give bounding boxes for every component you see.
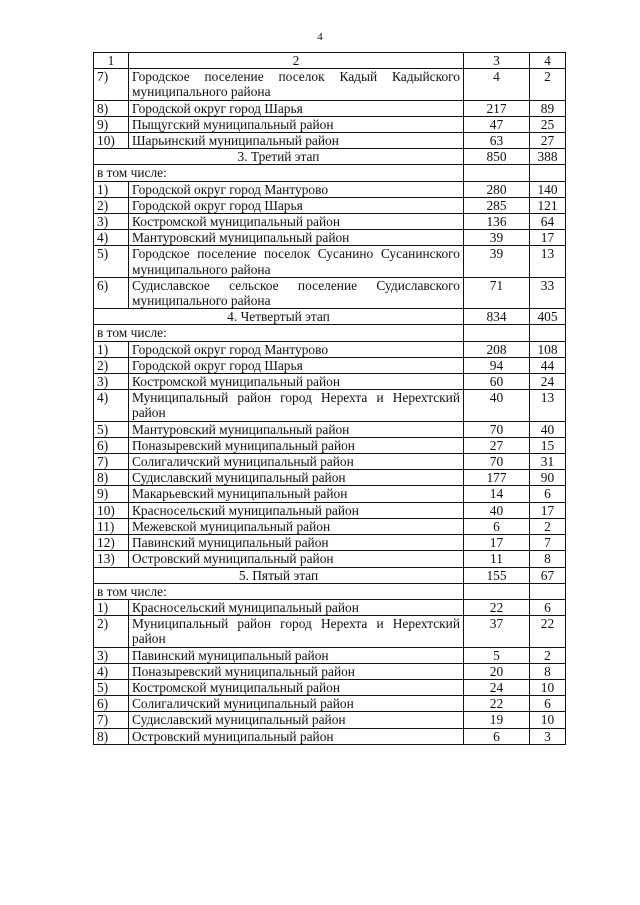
municipality-name: Поназыревский муниципальный район [129,437,464,453]
row-number: 10) [94,502,129,518]
table-row [94,616,566,647]
table-row [94,647,566,663]
subheader-row [94,583,566,599]
value-col-4: 2 [530,69,566,100]
municipality-name: Судиславское сельское поселение Судиславского муниципального района [129,277,464,308]
row-number: 5) [94,246,129,277]
municipality-name: Муниципальный район город Нерехта и Нерехтский район [129,616,464,647]
value-col-4: 10 [530,679,566,695]
row-number: 6) [94,437,129,453]
table-row [94,470,566,486]
value-col-3: 27 [464,437,530,453]
municipality-name: Городской округ город Мантурово [129,181,464,197]
value-col-4: 89 [530,100,566,116]
value-col-4: 15 [530,437,566,453]
value-col-3: 208 [464,341,530,357]
row-number: 9) [94,116,129,132]
value-col-4: 31 [530,454,566,470]
municipality-name: Пыщугский муниципальный район [129,116,464,132]
municipality-name: Городское поселение поселок Кадый Кадыйского муниципального района [129,69,464,100]
value-col-3: 17 [464,535,530,551]
table-row [94,502,566,518]
row-number: 1) [94,181,129,197]
value-col-3: 5 [464,647,530,663]
row-number: 7) [94,69,129,100]
row-number: 5) [94,679,129,695]
value-col-3: 94 [464,357,530,373]
municipality-name: Костромской муниципальный район [129,374,464,390]
table-row [94,357,566,373]
municipality-name: Мантуровский муниципальный район [129,230,464,246]
value-col-3: 60 [464,374,530,390]
municipality-name: Костромской муниципальный район [129,679,464,695]
table-row [94,679,566,695]
value-col-3: 11 [464,551,530,567]
value-col-4: 10 [530,712,566,728]
empty-cell-col-4 [530,583,566,599]
value-col-3: 6 [464,728,530,744]
value-col-3: 39 [464,230,530,246]
municipality-name: Солигаличский муниципальный район [129,696,464,712]
table-row [94,728,566,744]
value-col-4: 13 [530,390,566,421]
table-row [94,551,566,567]
value-col-3: 47 [464,116,530,132]
stage-total-col-4: 67 [530,567,566,583]
value-col-3: 22 [464,696,530,712]
value-col-4: 22 [530,616,566,647]
allocation-table [93,52,566,745]
value-col-3: 14 [464,486,530,502]
value-col-3: 24 [464,679,530,695]
row-number: 2) [94,616,129,647]
value-col-3: 136 [464,214,530,230]
value-col-4: 27 [530,133,566,149]
value-col-3: 70 [464,454,530,470]
row-number: 2) [94,197,129,213]
municipality-name: Поназыревский муниципальный район [129,663,464,679]
row-number: 1) [94,599,129,615]
empty-cell-col-3 [464,583,530,599]
header-cell-3: 3 [464,53,530,69]
row-number: 8) [94,100,129,116]
value-col-4: 140 [530,181,566,197]
stage-total-col-3: 834 [464,309,530,325]
municipality-name: Муниципальный район город Нерехта и Нерехтский район [129,390,464,421]
row-number: 8) [94,728,129,744]
header-cell-4: 4 [530,53,566,69]
value-col-3: 40 [464,390,530,421]
table-row [94,230,566,246]
row-number: 7) [94,454,129,470]
row-number: 10) [94,133,129,149]
municipality-name: Судиславский муниципальный район [129,712,464,728]
value-col-3: 40 [464,502,530,518]
value-col-3: 217 [464,100,530,116]
value-col-4: 40 [530,421,566,437]
table-row [94,599,566,615]
table-row [94,341,566,357]
table-row [94,518,566,534]
row-number: 13) [94,551,129,567]
row-number: 6) [94,696,129,712]
municipality-name: Мантуровский муниципальный район [129,421,464,437]
value-col-3: 70 [464,421,530,437]
table-row [94,663,566,679]
municipality-name: Межевской муниципальный район [129,518,464,534]
municipality-name: Костромской муниципальный район [129,214,464,230]
subheader-text: в том числе: [94,583,464,599]
municipality-name: Павинский муниципальный район [129,535,464,551]
value-col-3: 285 [464,197,530,213]
subheader-row [94,325,566,341]
empty-cell-col-3 [464,165,530,181]
value-col-3: 19 [464,712,530,728]
municipality-name: Городской округ город Шарья [129,357,464,373]
table-row [94,277,566,308]
municipality-name: Красносельский муниципальный район [129,502,464,518]
municipality-name: Городское поселение поселок Сусанино Сусанинского муниципального района [129,246,464,277]
stage-total-col-4: 388 [530,149,566,165]
row-number: 8) [94,470,129,486]
municipality-name: Шарьинский муниципальный район [129,133,464,149]
value-col-4: 44 [530,357,566,373]
row-number: 3) [94,374,129,390]
row-number: 12) [94,535,129,551]
stage-section-row [94,309,566,325]
table-row [94,454,566,470]
municipality-name: Городской округ город Мантурово [129,341,464,357]
table-row [94,246,566,277]
stage-section-row [94,567,566,583]
table-row [94,374,566,390]
row-number: 4) [94,390,129,421]
header-cell-2: 2 [129,53,464,69]
stage-total-col-3: 155 [464,567,530,583]
value-col-4: 17 [530,230,566,246]
value-col-4: 6 [530,599,566,615]
value-col-3: 63 [464,133,530,149]
value-col-4: 8 [530,551,566,567]
value-col-3: 71 [464,277,530,308]
stage-section-row [94,149,566,165]
value-col-3: 177 [464,470,530,486]
subheader-row [94,165,566,181]
value-col-4: 6 [530,696,566,712]
row-number: 9) [94,486,129,502]
row-number: 3) [94,647,129,663]
table-header-row [94,53,566,69]
value-col-4: 6 [530,486,566,502]
value-col-4: 25 [530,116,566,132]
municipality-name: Городской округ город Шарья [129,197,464,213]
table-row [94,390,566,421]
row-number: 1) [94,341,129,357]
row-number: 11) [94,518,129,534]
table-row [94,69,566,100]
value-col-4: 2 [530,518,566,534]
table-row [94,197,566,213]
value-col-3: 4 [464,69,530,100]
stage-title: 5. Пятый этап [94,567,464,583]
row-number: 3) [94,214,129,230]
table-row [94,535,566,551]
municipality-name: Островский муниципальный район [129,728,464,744]
table-row [94,437,566,453]
table-row [94,181,566,197]
table-row [94,421,566,437]
stage-total-col-3: 850 [464,149,530,165]
municipality-name: Городской округ город Шарья [129,100,464,116]
value-col-4: 2 [530,647,566,663]
value-col-4: 24 [530,374,566,390]
value-col-4: 8 [530,663,566,679]
stage-title: 4. Четвертый этап [94,309,464,325]
stage-title: 3. Третий этап [94,149,464,165]
row-number: 2) [94,357,129,373]
value-col-4: 108 [530,341,566,357]
municipality-name: Судиславский муниципальный район [129,470,464,486]
value-col-4: 3 [530,728,566,744]
table-row [94,133,566,149]
value-col-4: 7 [530,535,566,551]
subheader-text: в том числе: [94,165,464,181]
row-number: 4) [94,663,129,679]
value-col-4: 64 [530,214,566,230]
value-col-4: 121 [530,197,566,213]
value-col-3: 22 [464,599,530,615]
page-number: 4 [317,31,323,43]
value-col-4: 17 [530,502,566,518]
row-number: 4) [94,230,129,246]
municipality-name: Макарьевский муниципальный район [129,486,464,502]
table-row [94,712,566,728]
value-col-4: 33 [530,277,566,308]
stage-total-col-4: 405 [530,309,566,325]
municipality-name: Красносельский муниципальный район [129,599,464,615]
header-cell-1: 1 [94,53,129,69]
row-number: 7) [94,712,129,728]
municipality-name: Солигаличский муниципальный район [129,454,464,470]
value-col-3: 37 [464,616,530,647]
table-body [94,53,566,745]
value-col-3: 39 [464,246,530,277]
value-col-3: 6 [464,518,530,534]
empty-cell-col-3 [464,325,530,341]
row-number: 5) [94,421,129,437]
table-row [94,696,566,712]
subheader-text: в том числе: [94,325,464,341]
table-row [94,100,566,116]
row-number: 6) [94,277,129,308]
empty-cell-col-4 [530,165,566,181]
table-row [94,486,566,502]
municipality-name: Павинский муниципальный район [129,647,464,663]
empty-cell-col-4 [530,325,566,341]
municipality-name: Островский муниципальный район [129,551,464,567]
table-row [94,214,566,230]
table-row [94,116,566,132]
value-col-3: 280 [464,181,530,197]
value-col-4: 90 [530,470,566,486]
value-col-4: 13 [530,246,566,277]
value-col-3: 20 [464,663,530,679]
